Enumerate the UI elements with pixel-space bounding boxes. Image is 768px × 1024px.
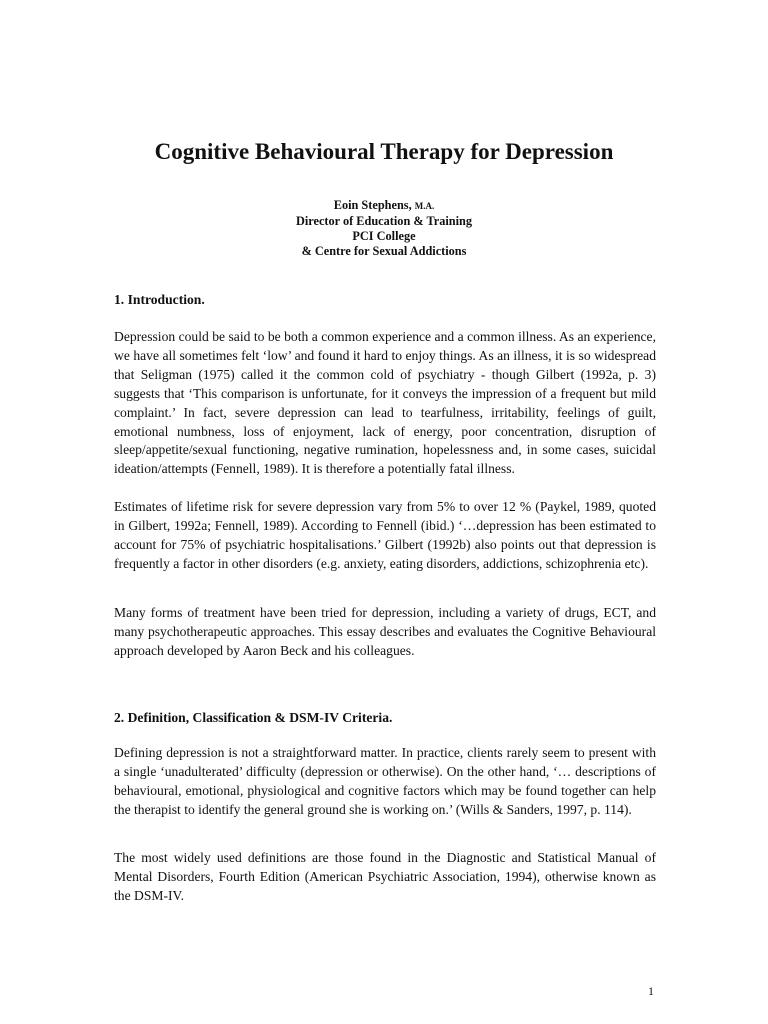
page-number: 1: [648, 984, 654, 998]
author-name: Eoin Stephens,: [333, 198, 412, 212]
author-degree: M.A.: [414, 201, 435, 211]
author-org-1: PCI College: [352, 229, 416, 243]
author-role: Director of Education & Training: [295, 214, 473, 228]
paragraph-definition-1: Defining depression is not a straightforward matter. In practice, clients rarely seem to present with a single ‘unadulterated’ difficulty (depression or otherwise). On the other hand, ‘… descriptions of behavioural, emotional, physiological and cognitive factors which may be found together can help the therapist to identify the general ground she is working on.’ (Wills & Sanders, 1997, p. 114).: [114, 745, 656, 817]
paragraph-intro-1: Depression could be said to be both a common experience and a common illness. As an experience, we have all sometimes felt ‘low’ and found it hard to enjoy things. As an illness, it is so widespread that Seligman (1975) called it the common cold of psychiatry - though Gilbert (1992a, p. 3) suggests that ‘This comparison is unfortunate, for it conveys the impression of a frequent but mild complaint.’ In fact, severe depression can lead to tearfulness, irritability, feelings of guilt, emotional numbness, loss of enjoyment, lack of energy, poor concentration, disruption of sleep/appetite/sexual functioning, negative rumination, hopelessness and, in some cases, suicidal ideation/attempts (Fennell, 1989). It is therefore a potentially fatal illness.: [114, 329, 656, 477]
document-title: Cognitive Behavioural Therapy for Depression: [154, 139, 614, 164]
paragraph-definition-2: The most widely used definitions are those found in the Diagnostic and Statistical Manual of Mental Disorders, Fourth Edition (American Psychiatric Association, 1994), otherwise known as the DSM-IV.: [114, 850, 656, 903]
paragraph-intro-3: Many forms of treatment have been tried for depression, including a variety of drugs, ECT, and many psychotherapeutic approaches. This essay describes and evaluates the Cognitive Behavioural approach developed by Aaron Beck and his colleagues.: [114, 605, 656, 658]
author-block: [0, 198, 768, 259]
section-heading-definition: 2. Definition, Classification & DSM-IV Criteria.: [114, 710, 393, 725]
paragraph-intro-2: Estimates of lifetime risk for severe depression vary from 5% to over 12 % (Paykel, 1989, quoted in Gilbert, 1992a; Fennell, 1989). According to Fennell (ibid.) ‘…depression has been estimated to account for 75% of psychiatric hospitalisations.’ Gilbert (1992b) also points out that depression is frequently a factor in other disorders (e.g. anxiety, eating disorders, addictions, schizophrenia etc).: [114, 499, 656, 571]
author-name-line: [0, 198, 768, 214]
section-heading-introduction: 1. Introduction.: [114, 292, 205, 307]
author-org-2: & Centre for Sexual Addictions: [301, 244, 467, 258]
